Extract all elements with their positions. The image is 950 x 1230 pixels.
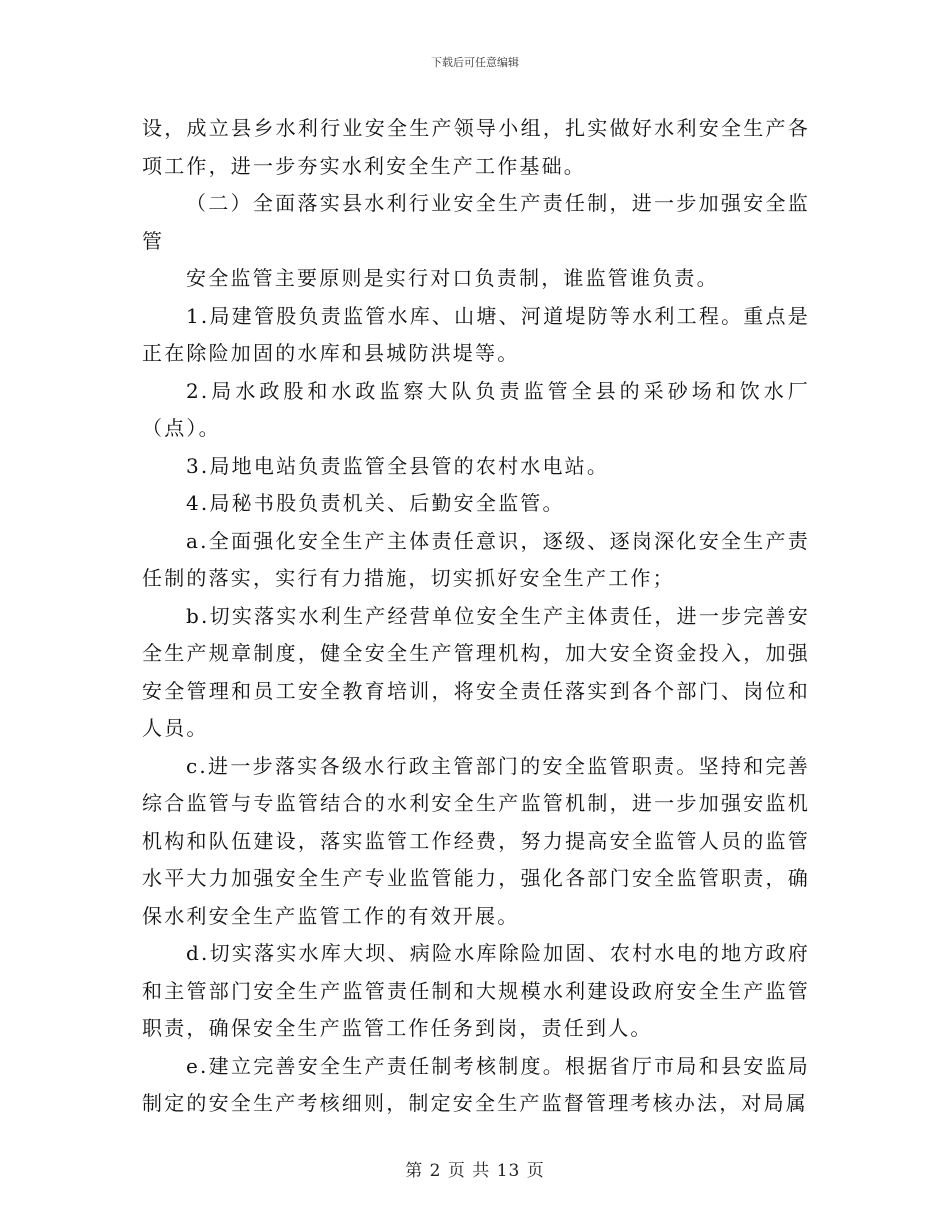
list-item: 4.局秘书股负责机关、后勤安全监管。 <box>186 491 565 515</box>
list-item: b.切实落实水利生产经营单位安全生产主体责任，进一步完善安全生产规章制度，健全安全生产管理机构，加大安全资金投入，加强安全管理和员工安全教育培训，将安全责任落实到各个部门、岗位和人员。 <box>142 603 810 740</box>
page-number: 第 2 页 共 13 页 <box>405 1161 545 1181</box>
list-item: c.进一步落实各级水行政主管部门的安全监管职责。坚持和完善综合监管与专监管结合的水利安全生产监管机制，进一步加强安监机机构和队伍建设，落实监管工作经费，努力提高安全监管人员的监管水平大力加强安全生产专业监管能力，强化各部门安全监管职责，确保水利安全生产监管工作的有效开展。 <box>142 753 810 928</box>
paragraph: 设，成立县乡水利行业安全生产领导小组，扎实做好水利安全生产各项工作，进一步夯实水利安全生产工作基础。 <box>142 116 810 178</box>
list-item: 3.局地电站负责监管全县管的农村水电站。 <box>186 453 610 478</box>
paragraph: 安全监管主要原则是实行对口负责制，谁监管谁负责。 <box>186 266 719 290</box>
list-item: 2.局水政股和水政监察大队负责监管全县的采砂场和饮水厂（点）。 <box>142 378 810 440</box>
list-item: a.全面强化安全生产主体责任意识，逐级、逐岗深化安全生产责任制的落实，实行有力措施，切实抓好安全生产工作； <box>142 528 810 590</box>
list-item: d.切实落实水库大坝、病险水库除险加固、农村水电的地方政府和主管部门安全生产监管责任制和大规模水利建设政府安全生产监管职责，确保安全生产监管工作任务到岗，责任到人。 <box>142 941 810 1040</box>
list-item: e.建立完善安全生产责任制考核制度。根据省厅市局和县安监局制定的安全生产考核细则，制定安全生产监督管理考核办法，对局属 <box>142 1053 810 1115</box>
document-body <box>142 110 810 1123</box>
section-heading: （二）全面落实县水利行业安全生产责任制，进一步加强安全监管 <box>142 191 810 253</box>
list-item: 1.局建管股负责监管水库、山塘、河道堤防等水利工程。重点是正在除险加固的水库和县城防洪堤等。 <box>142 303 810 365</box>
page-header: 下载后可任意编辑 <box>431 56 519 69</box>
